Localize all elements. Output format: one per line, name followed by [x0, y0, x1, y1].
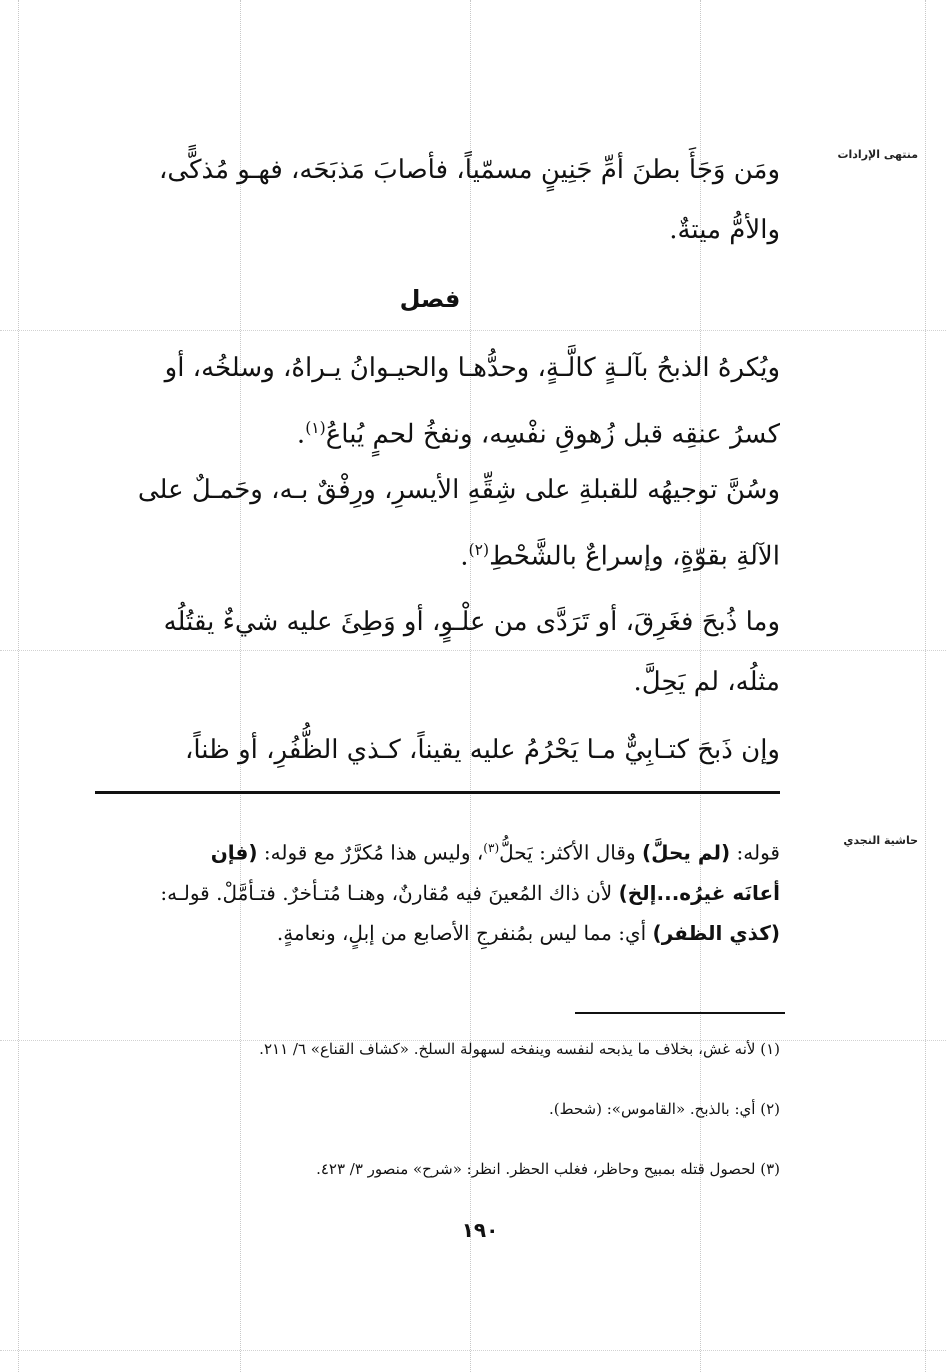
quoted-term: (فإن	[210, 840, 258, 865]
text-run: ، وليس هذا مُكرَّرٌ مع قوله:	[257, 840, 484, 865]
footnote-divider	[575, 1012, 785, 1014]
footnote-ref-3: (٣)	[483, 841, 500, 855]
text-line: ومَن وَجَأَ بطنَ أمِّ جَنِينٍ مسمّياً، فأصابَ مَذبَحَه، فهـو مُذكًّى،	[159, 155, 780, 185]
scan-guide	[925, 0, 926, 1372]
footnote-3: (٣) لحصول قتله بمبيح وحاظر، فغلب الحظر. انظر: «شرح» منصور ٣/ ٤٢٣.	[316, 1160, 780, 1178]
footnote-ref-1: (١)	[305, 419, 326, 437]
text-line: ويُكرهُ الذبحُ بآلـةٍ كالَّـةٍ، وحدُّهـا والحيـوانُ يـراهُ، وسلخُه، أو	[164, 353, 780, 383]
quoted-term: (لم يحلَّ)	[641, 840, 731, 865]
text-line: وما ذُبحَ فغَرِقَ، أو تَرَدَّى من علْـوٍ، أو وَطِئَ عليه شيءٌ يقتُلُه	[163, 607, 780, 637]
margin-label-commentary: حاشية النجدي	[843, 834, 918, 847]
text-line: والأمُّ ميتةٌ.	[669, 215, 780, 245]
section-heading: فصل	[399, 285, 461, 313]
footnote-ref-2: (٢)	[468, 541, 490, 559]
text-run: وقال الأكثر: يَحلُّ	[499, 840, 642, 865]
text-line: وإن ذَبحَ كتـابِيٌّ مـا يَحْرُمُ عليه يقيناً، كـذي الظُّفُرِ، أو ظناً،	[184, 735, 780, 765]
quoted-term: (كذي الظفر)	[652, 920, 780, 945]
footnote-1: (١) لأنه غش، بخلاف ما يذبحه لنفسه وينفخه لسهولة السلخ. «كشاف القناع» ٦/ ٢١١.	[259, 1040, 780, 1058]
page-number: ١٩٠	[461, 1218, 499, 1242]
footnote-2: (٢) أي: بالذبح. «القاموس»: (شحط).	[549, 1100, 780, 1118]
text-line	[90, 398, 780, 465]
text-line	[90, 913, 780, 953]
main-paragraph-5	[90, 720, 780, 780]
main-paragraph-3	[90, 460, 780, 587]
commentary-block	[90, 828, 780, 953]
scan-guide	[0, 1350, 946, 1351]
text-run: .	[296, 419, 306, 450]
text-run: .	[460, 541, 469, 572]
text-line	[90, 520, 780, 587]
scan-guide	[0, 330, 946, 331]
text-run: كسرُ عنقِه قبل زُهوقِ نفْسِه، ونفخُ لحمٍ يُباعُ	[325, 419, 780, 450]
margin-label-main-text: منتهى الإرادات	[837, 148, 918, 161]
quoted-term: أعانَه غيرُه...إلخ)	[618, 880, 780, 905]
main-divider	[95, 791, 780, 794]
text-run: الآلةِ بقوّةٍ، وإسراعٌ بالشَّحْطِ	[489, 541, 780, 572]
main-paragraph-2	[90, 338, 780, 465]
text-line	[90, 828, 780, 873]
text-run: قوله:	[730, 840, 780, 865]
scan-guide	[18, 0, 19, 1372]
text-line: وسُنَّ توجيهُه للقبلةِ على شِقِّهِ الأيسرِ، ورِفْقٌ بـه، وحَمـلٌ على	[137, 475, 780, 505]
text-run: أي: مما ليس بمُنفرجِ الأصابع من إبلٍ، ونعامةٍ.	[276, 920, 653, 945]
text-line	[90, 873, 780, 913]
main-paragraph-1	[90, 140, 780, 260]
text-line: مثلُه، لم يَحِلَّ.	[633, 667, 780, 697]
text-run: لأن ذاك المُعينَ فيه مُقارنٌ، وهنـا مُتـأخرٌ. فتـأمَّلْ. قولـه:	[160, 880, 619, 905]
main-paragraph-4	[90, 592, 780, 712]
